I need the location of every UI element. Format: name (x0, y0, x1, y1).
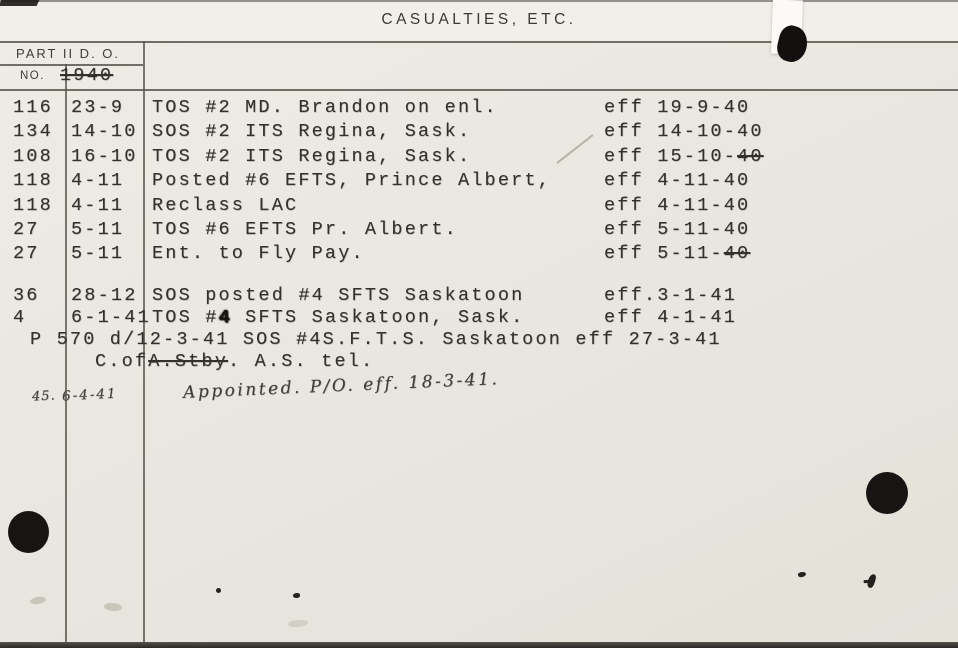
entry-no: 118 (13, 170, 53, 192)
eff-text: eff.3-1-41 (604, 284, 738, 306)
entry-desc: SOS #2 ITS Regina, Sask. (152, 121, 472, 143)
eff-text: eff 5-11- (604, 243, 724, 265)
pencil-smudge (288, 619, 309, 628)
entry-date: 23-9 (71, 97, 125, 118)
entry-eff (604, 169, 958, 193)
ink-speck (293, 593, 300, 598)
entry-eff (604, 285, 958, 307)
record-row (0, 285, 958, 307)
handwritten-row (0, 368, 958, 413)
year-entry: 1940 (60, 65, 114, 86)
eff-text: eff 4-11-40 (604, 194, 751, 216)
record-row (0, 145, 958, 169)
entry-eff (604, 242, 958, 266)
corrected-pre: C.of (95, 350, 149, 372)
fullwidth-text: P 570 d/12-3-41 SOS #4S.F.T.S. Saskatoon eff 27-3-41 (30, 328, 722, 350)
entry-date: 5-11 (71, 243, 125, 265)
punch-hole-left (8, 511, 49, 553)
card-title: CASUALTIES, ETC. (381, 11, 577, 28)
eff-text: eff 5-11-40 (604, 218, 751, 240)
entry-date: 4-11 (71, 170, 125, 192)
entry-no: 36 (13, 284, 40, 306)
entry-date: 16-10 (71, 145, 138, 167)
entry-desc-overtyped: 4 (218, 306, 232, 328)
ink-speck (216, 588, 221, 593)
corrected-struck: A.Stby (148, 350, 229, 372)
entry-desc: SOS posted #4 SFTS Saskatoon (152, 284, 525, 306)
handwritten-no: 45. (31, 388, 57, 405)
part-ii-do-label: PART II D. O. (16, 46, 121, 61)
record-row (0, 307, 958, 329)
record-row (0, 218, 958, 242)
eff-struck-text: 40 (737, 145, 764, 167)
entry-no: 27 (13, 218, 40, 240)
entry-no: 108 (13, 145, 53, 167)
entry-eff (604, 307, 958, 329)
handwritten-date: 6-4-41 (61, 385, 118, 405)
entry-date: 5-11 (71, 218, 125, 240)
ink-speck (866, 573, 877, 588)
entry-no: 134 (13, 121, 53, 143)
entry-desc: Posted #6 EFTS, Prince Albert, (152, 170, 552, 192)
entry-desc: Ent. to Fly Pay. (152, 243, 365, 265)
entry-desc (152, 307, 604, 329)
eff-text: eff 19-9-40 (604, 97, 751, 118)
entry-no: 118 (13, 194, 53, 216)
record-row (0, 194, 958, 218)
record-row (0, 242, 958, 266)
eff-struck-text: 40 (723, 243, 751, 265)
record-row-fullwidth (0, 329, 958, 351)
entry-date: 4-11 (71, 194, 125, 216)
entry-date: 14-10 (71, 121, 138, 143)
eff-text: eff 4-11-40 (604, 170, 751, 192)
record-row (0, 120, 958, 144)
scan-top-edge (0, 0, 958, 2)
corner-ink-mark (0, 0, 39, 6)
eff-text: eff 4-1-41 (604, 306, 738, 328)
entry-desc-pre: TOS # (152, 306, 219, 328)
entry-eff (604, 145, 958, 169)
corrected-post: . A.S. tel. (228, 350, 375, 372)
entry-desc: TOS #6 EFTS Pr. Albert. (152, 218, 458, 240)
row-gap (0, 267, 958, 285)
entry-date: 6-1-41 (71, 306, 151, 328)
eff-text: eff 15-10- (604, 145, 738, 167)
no-column-label: NO. (20, 70, 45, 82)
pencil-smudge (30, 596, 47, 606)
pencil-smudge (104, 602, 123, 612)
entry-eff (604, 120, 958, 144)
entry-no: 116 (13, 97, 53, 118)
entry-desc-post: SFTS Saskatoon, Sask. (231, 306, 525, 328)
record-row (0, 96, 958, 120)
entry-no: 27 (13, 243, 40, 265)
eff-text: eff 14-10-40 (604, 121, 764, 143)
entry-no: 4 (13, 306, 27, 328)
entry-desc: Reclass LAC (152, 194, 299, 216)
entry-date: 28-12 (71, 284, 138, 306)
entry-eff (604, 96, 958, 120)
entry-eff (604, 218, 958, 242)
scan-bottom-edge (0, 642, 958, 648)
entry-desc: TOS #2 MD. Brandon on enl. (152, 97, 498, 118)
entry-desc: TOS #2 ITS Regina, Sask. (152, 145, 472, 167)
punch-hole-right (866, 472, 908, 514)
records (0, 96, 958, 413)
ink-speck (797, 571, 806, 578)
record-row (0, 169, 958, 193)
handwritten-text: Appointed. P/O. eff. 18-3-41. (182, 368, 500, 403)
entry-eff (604, 194, 958, 218)
